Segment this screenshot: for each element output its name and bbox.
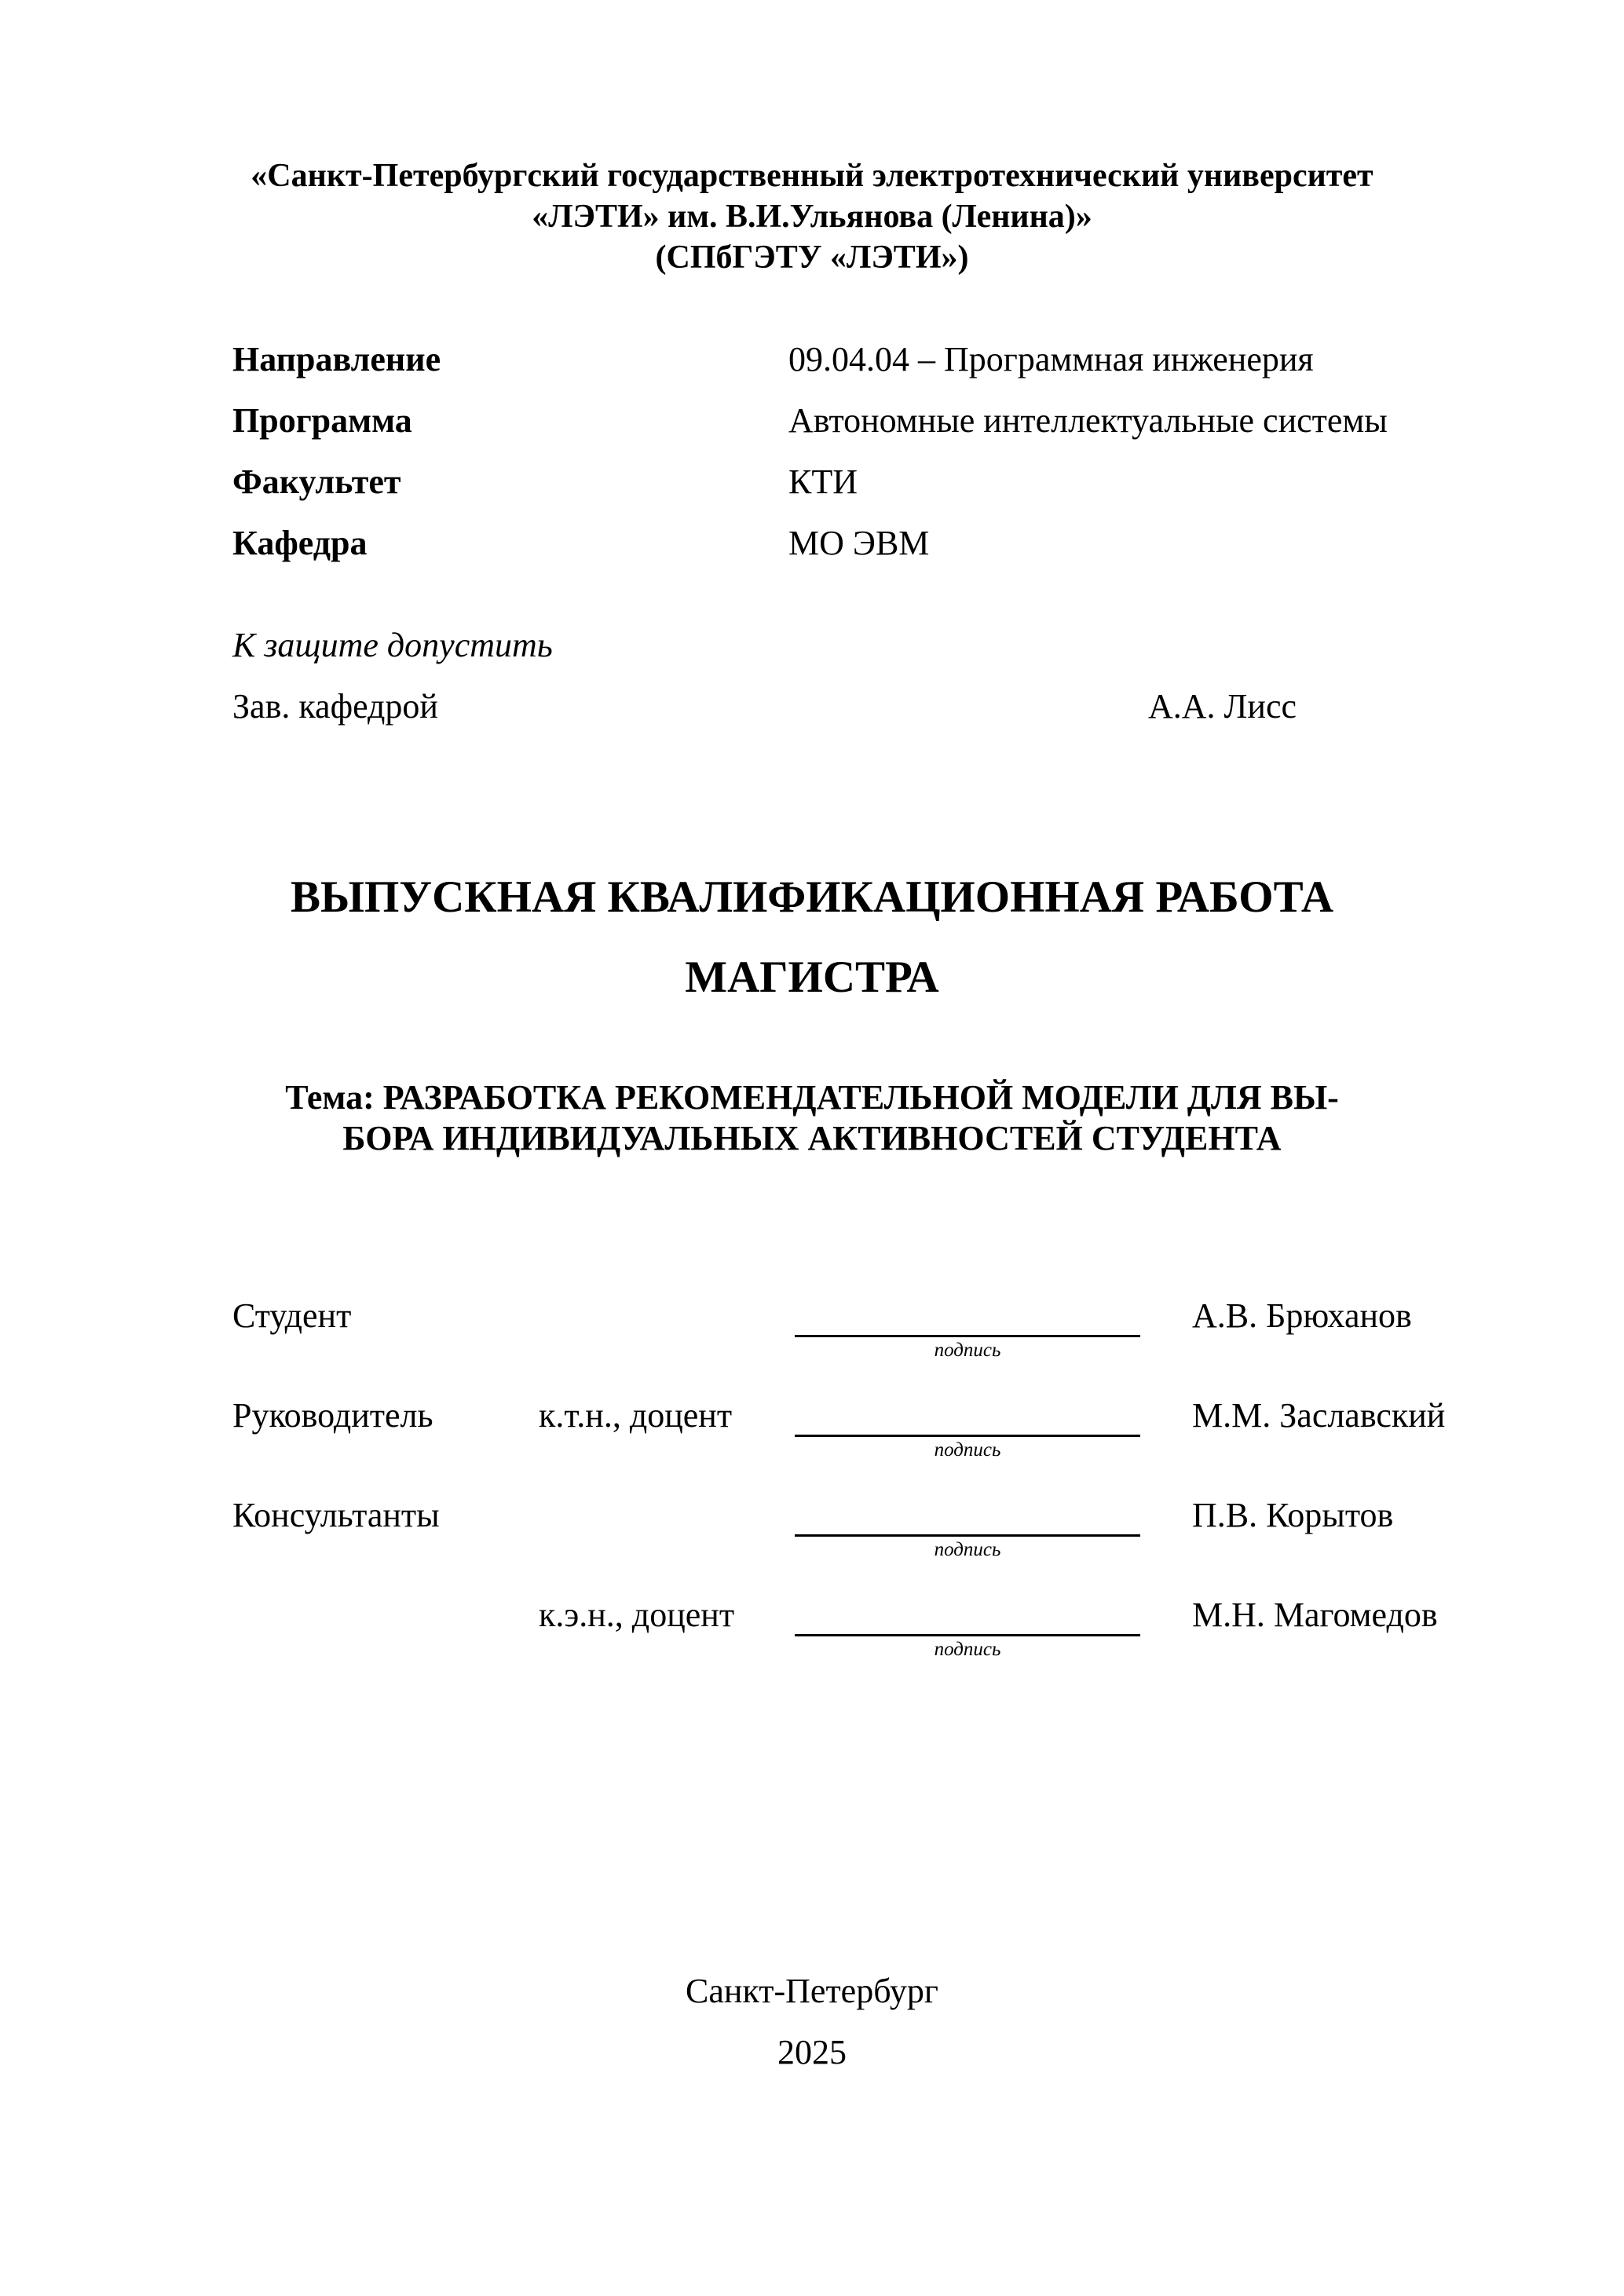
- signature-role: Студент: [232, 1296, 352, 1335]
- signature-line: [795, 1335, 1140, 1337]
- approval-name: А.А. Лисс: [1148, 687, 1297, 726]
- footer-year: 2025: [777, 2033, 847, 2071]
- university-name-line2: «ЛЭТИ» им. В.И.Ульянова (Ленина)»: [532, 199, 1092, 235]
- signature-caption: подпись: [934, 1439, 1001, 1461]
- info-label-direction: Направление: [232, 340, 441, 378]
- university-name-line1: «Санкт-Петербургский государственный электротехнический университет: [251, 158, 1373, 194]
- theme-line1: Тема: РАЗРАБОТКА РЕКОМЕНДАТЕЛЬНОЙ МОДЕЛИ ДЛЯ ВЫ-: [285, 1078, 1339, 1117]
- signature-name: А.В. Брюханов: [1192, 1296, 1412, 1335]
- signature-degree: к.т.н., доцент: [539, 1396, 733, 1435]
- signature-degree: к.э.н., доцент: [539, 1596, 735, 1634]
- approval-caption: К защите допустить: [232, 626, 553, 664]
- signature-caption: подпись: [934, 1539, 1001, 1560]
- signature-role: Руководитель: [232, 1396, 433, 1435]
- document-title-line2: МАГИСТРА: [685, 952, 939, 1002]
- info-value-direction: 09.04.04 – Программная инженерия: [788, 340, 1314, 378]
- footer-city: Санкт-Петербург: [686, 1972, 938, 2010]
- signature-name: П.В. Корытов: [1192, 1496, 1394, 1534]
- info-value-department: МО ЭВМ: [788, 524, 930, 562]
- signature-name: М.М. Заславский: [1192, 1396, 1446, 1435]
- info-label-department: Кафедра: [232, 524, 368, 562]
- signature-name: М.Н. Магомедов: [1192, 1596, 1438, 1634]
- document-title-line1: ВЫПУСКНАЯ КВАЛИФИКАЦИОННАЯ РАБОТА: [290, 872, 1333, 922]
- theme-line2: БОРА ИНДИВИДУАЛЬНЫХ АКТИВНОСТЕЙ СТУДЕНТА: [342, 1119, 1282, 1157]
- signature-caption: подпись: [934, 1340, 1001, 1361]
- signature-caption: подпись: [934, 1639, 1001, 1660]
- signature-line: [795, 1634, 1140, 1636]
- info-label-program: Программа: [232, 401, 412, 440]
- info-label-faculty: Факультет: [232, 462, 401, 501]
- signature-role: Консультанты: [232, 1496, 440, 1534]
- university-abbreviation: (СПбГЭТУ «ЛЭТИ»): [655, 239, 969, 276]
- signature-line: [795, 1435, 1140, 1437]
- info-value-faculty: КТИ: [788, 462, 858, 501]
- signature-line: [795, 1534, 1140, 1537]
- approval-role: Зав. кафедрой: [232, 687, 438, 726]
- info-value-program: Автономные интеллектуальные системы: [788, 401, 1388, 440]
